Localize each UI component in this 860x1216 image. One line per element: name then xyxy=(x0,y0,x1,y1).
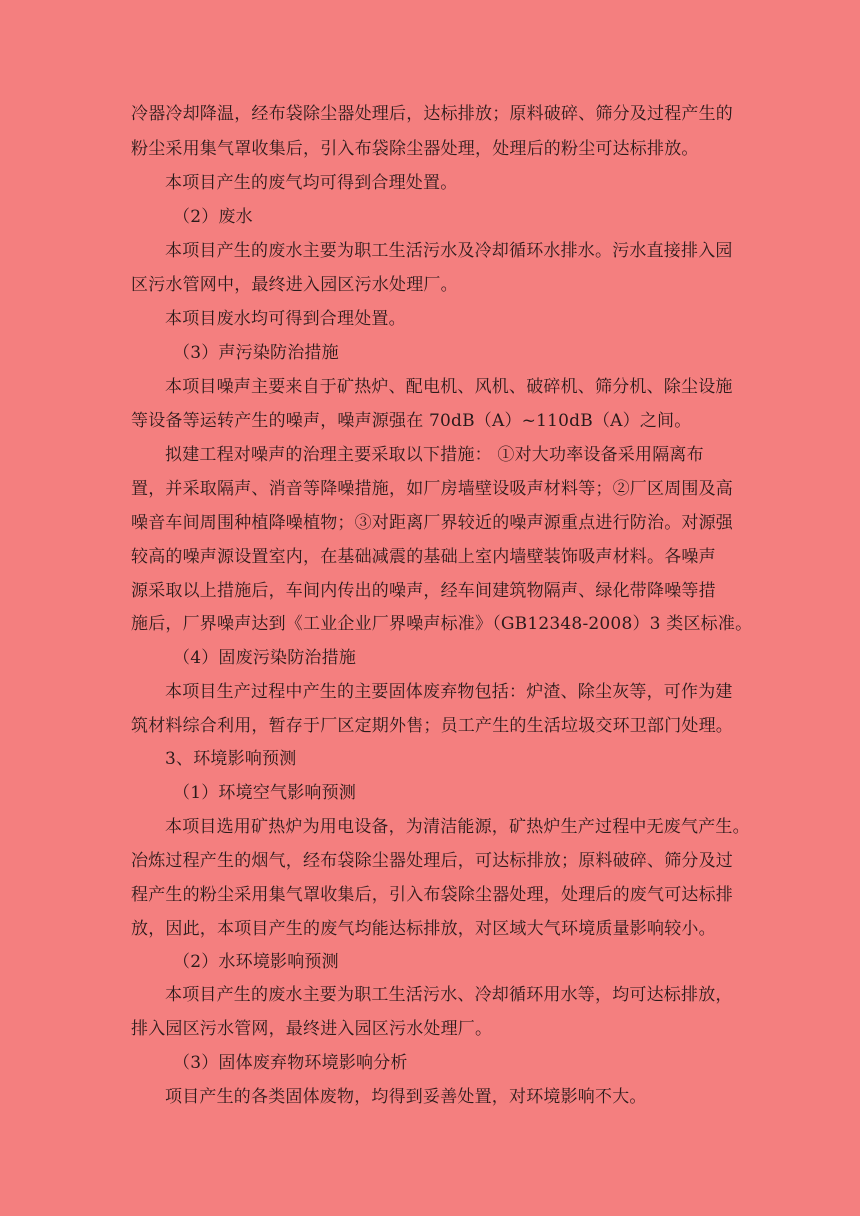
text-line: 本项目废水均可得到合理处置。 xyxy=(165,309,406,329)
section-heading: 3、环境影响预测 xyxy=(165,749,297,769)
text-line: 冷器冷却降温，经布袋除尘器处理后，达标排放；原料破碎、筛分及过程产生的 xyxy=(131,104,733,124)
text-line: 噪音车间周围种植降噪植物；③对距离厂界较近的噪声源重点进行防治。对源强 xyxy=(131,513,733,533)
text-line: 排入园区污水管网，最终进入园区污水处理厂。 xyxy=(131,1019,493,1039)
text-line: 本项目产生的废水主要为职工生活污水、冷却循环用水等，均可达标排放， xyxy=(165,985,733,1005)
text-line: 本项目产生的废气均可得到合理处置。 xyxy=(165,173,458,193)
text-line: 等设备等运转产生的噪声，噪声源强在 70dB（A）~110dB（A）之间。 xyxy=(131,411,692,431)
section-heading: （1）环境空气影响预测 xyxy=(173,783,357,803)
section-heading: （3）声污染防治措施 xyxy=(173,343,339,363)
text-line: 程产生的粉尘采用集气罩收集后，引入布袋除尘器处理，处理后的废气可达标排 xyxy=(131,885,733,905)
text-line: 本项目产生的废水主要为职工生活污水及冷却循环水排水。污水直接排入园 xyxy=(165,241,733,261)
text-line: 较高的噪声源设置室内，在基础减震的基础上室内墙壁装饰吸声材料。各噪声 xyxy=(131,547,716,567)
text-line: 本项目生产过程中产生的主要固体废弃物包括：炉渣、除尘灰等，可作为建 xyxy=(165,682,733,702)
text-line: 区污水管网中，最终进入园区污水处理厂。 xyxy=(131,275,458,295)
section-heading: （4）固废污染防治措施 xyxy=(173,648,357,668)
text-line: 放，因此，本项目产生的废气均能达标排放，对区域大气环境质量影响较小。 xyxy=(131,919,716,939)
text-line: 拟建工程对噪声的治理主要采取以下措施： ①对大功率设备采用隔离布 xyxy=(165,445,704,465)
text-line: 置，并采取隔声、消音等降噪措施，如厂房墙壁设吸声材料等；②厂区周围及高 xyxy=(131,479,733,499)
text-line: 源采取以上措施后，车间内传出的噪声，经车间建筑物隔声、绿化带降噪等措 xyxy=(131,581,716,601)
text-line: 粉尘采用集气罩收集后，引入布袋除尘器处理，处理后的粉尘可达标排放。 xyxy=(131,139,699,159)
text-line: 项目产生的各类固体废物，均得到妥善处置，对环境影响不大。 xyxy=(165,1087,647,1107)
text-line: 筑材料综合利用，暂存于厂区定期外售；员工产生的生活垃圾交环卫部门处理。 xyxy=(131,716,733,736)
section-heading: （2）水环境影响预测 xyxy=(173,952,339,972)
text-line: 本项目噪声主要来自于矿热炉、配电机、风机、破碎机、筛分机、除尘设施 xyxy=(165,377,733,397)
text-line: 本项目选用矿热炉为用电设备，为清洁能源，矿热炉生产过程中无废气产生。 xyxy=(165,817,750,837)
text-line: 施后，厂界噪声达到《工业企业厂界噪声标准》（GB12348-2008）3 类区标准。 xyxy=(131,614,753,634)
section-heading: （2）废水 xyxy=(173,207,253,227)
section-heading: （3）固体废弃物环境影响分析 xyxy=(173,1053,408,1073)
text-line: 冶炼过程产生的烟气，经布袋除尘器处理后，可达标排放；原料破碎、筛分及过 xyxy=(131,851,733,871)
